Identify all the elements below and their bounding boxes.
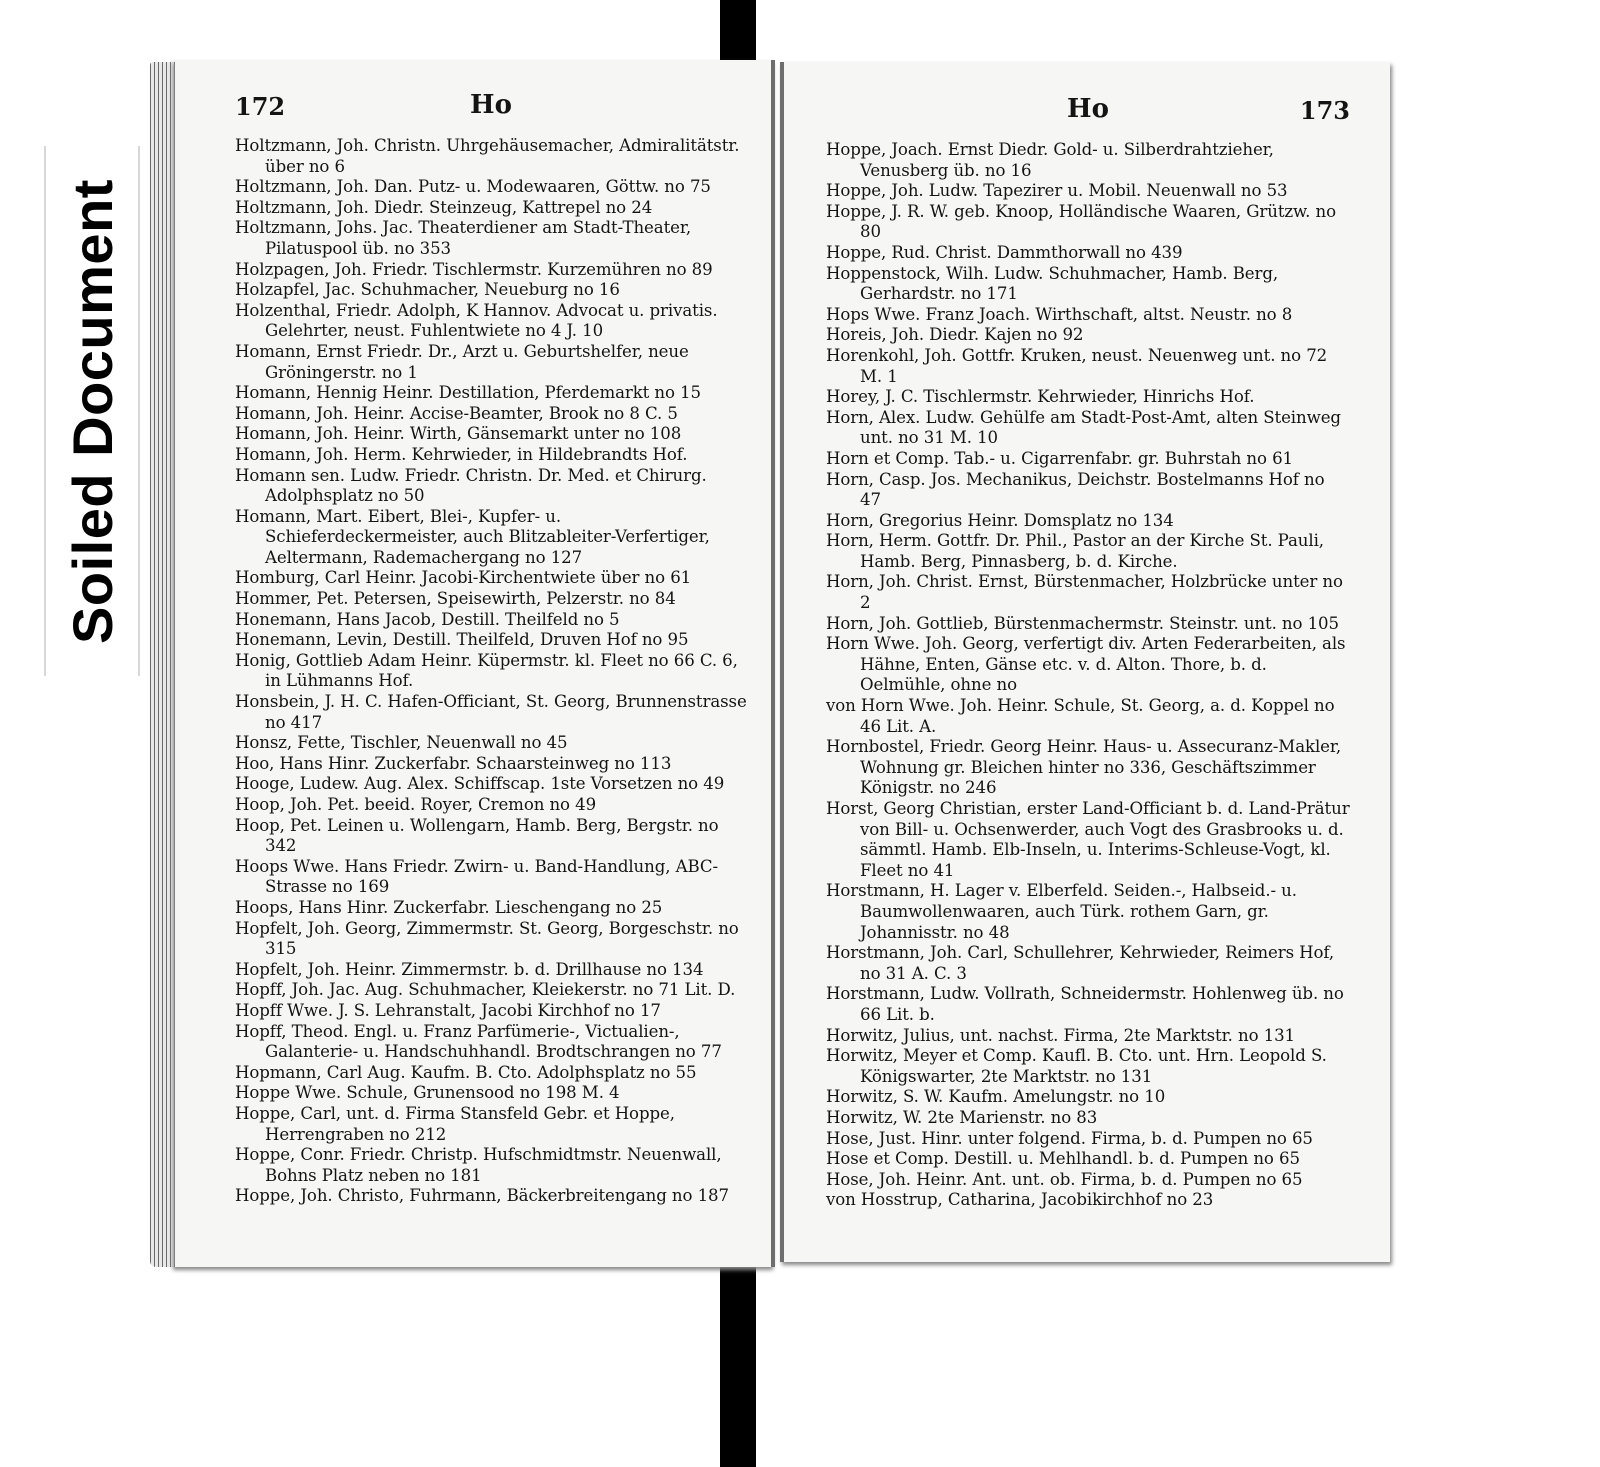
directory-entry: von Horn Wwe. Joh. Heinr. Schule, St. Georg, a. d. Koppel no 46 Lit. A. [826, 696, 1335, 736]
directory-entry: Horn Wwe. Joh. Georg, verfertigt div. Arten Federarbeiten, als Hähne, Enten, Gänse etc. v. d. Alton. Thore, b. d. Oelmühle, ohne no [826, 634, 1346, 695]
directory-entry: Hooge, Ludew. Aug. Alex. Schiffscap. 1ste Vorsetzen no 49 [235, 774, 725, 794]
directory-entry: Hopff Wwe. J. S. Lehranstalt, Jacobi Kirchhof no 17 [235, 1000, 661, 1020]
directory-entry: Holtzmann, Johs. Jac. Theaterdiener am Stadt-Theater, Pilatuspool üb. no 353 [235, 218, 692, 258]
soiled-document-stamp [44, 146, 140, 676]
directory-entry: Hoppe, Carl, unt. d. Firma Stansfeld Gebr. et Hoppe, Herrengraben no 212 [235, 1103, 675, 1144]
directory-entry: Hoppe, J. R. W. geb. Knoop, Holländische Waaren, Grützw. no 80 [826, 201, 1336, 242]
right-running-head [826, 94, 1350, 140]
directory-entry: Homburg, Carl Heinr. Jacobi-Kirchentwiete über no 61 [235, 568, 692, 588]
directory-entry: Honemann, Levin, Destill. Theilfeld, Druven Hof no 95 [235, 630, 689, 650]
directory-entry: Honsz, Fette, Tischler, Neuenwall no 45 [235, 733, 568, 753]
directory-entry: Horstmann, H. Lager v. Elberfeld. Seiden.-, Halbseid.- u. Baumwollenwaaren, auch Türk. rothem Garn, gr. Johannisstr. no 48 [826, 881, 1297, 942]
directory-entry: Hoppe Wwe. Schule, Grunensood no 198 M. 4 [235, 1083, 620, 1103]
directory-entry: Holzpagen, Joh. Friedr. Tischlermstr. Kurzemühren no 89 [235, 259, 713, 279]
directory-entry: Hopfelt, Joh. Georg, Zimmermstr. St. Georg, Borgeschstr. no 315 [235, 918, 739, 959]
stamp-text: Soiled Document [60, 178, 124, 644]
directory-entry: Horn et Comp. Tab.- u. Cigarrenfabr. gr. Buhrstah no 61 [826, 448, 1293, 468]
directory-entry: Homann, Hennig Heinr. Destillation, Pferdemarkt no 15 [235, 383, 701, 403]
directory-entry: Hops Wwe. Franz Joach. Wirthschaft, altst. Neustr. no 8 [826, 304, 1293, 324]
directory-entry: Hoo, Hans Hinr. Zuckerfabr. Schaarsteinweg no 113 [235, 753, 672, 773]
directory-entry: Hoop, Joh. Pet. beeid. Royer, Cremon no 49 [235, 795, 597, 814]
directory-entry: Hose, Just. Hinr. unter folgend. Firma, b. d. Pumpen no 65 [826, 1128, 1313, 1148]
directory-entry: Horeis, Joh. Diedr. Kajen no 92 [826, 325, 1084, 345]
directory-entry: Hommer, Pet. Petersen, Speisewirth, Pelzerstr. no 84 [235, 589, 676, 609]
directory-entry: Hopfelt, Joh. Heinr. Zimmermstr. b. d. Drillhause no 134 [235, 959, 704, 979]
directory-entry: Homann sen. Ludw. Friedr. Christn. Dr. Med. et Chirurg. Adolphsplatz no 50 [235, 465, 707, 506]
directory-entry: Horn, Casp. Jos. Mechanikus, Deichstr. Bostelmanns Hof no 47 [826, 469, 1325, 510]
left-page [175, 60, 775, 1267]
directory-entry: Horn, Joh. Christ. Ernst, Bürstenmacher, Holzbrücke unter no 2 [826, 572, 1343, 613]
directory-entry: Horwitz, W. 2te Marienstr. no 83 [826, 1107, 1098, 1127]
directory-entry: Horn, Alex. Ludw. Gehülfe am Stadt-Post-Amt, alten Steinweg unt. no 31 M. 10 [826, 407, 1341, 448]
directory-entry: Hopff, Joh. Jac. Aug. Schuhmacher, Kleiekerstr. no 71 Lit. D. [235, 980, 736, 1000]
directory-entry: Honsbein, J. H. C. Hafen-Officiant, St. Georg, Brunnenstrasse no 417 [235, 692, 747, 732]
directory-entry: Homann, Mart. Eibert, Blei-, Kupfer- u. Schieferdeckermeister, auch Blitzableiter-Verfertiger, Aeltermann, Rademachergang no 127 [235, 506, 710, 567]
directory-entry: Horwitz, Julius, unt. nachst. Firma, 2te Marktstr. no 131 [826, 1025, 1296, 1045]
right-page-number: 173 [1299, 96, 1350, 125]
directory-entry: Horwitz, S. W. Kaufm. Amelungstr. no 10 [826, 1087, 1166, 1107]
directory-entry: Horstmann, Joh. Carl, Schullehrer, Kehrwieder, Reimers Hof, no 31 A. C. 3 [826, 943, 1335, 983]
binding-tape-bottom [720, 1258, 756, 1467]
directory-entry: Hoppe, Joach. Ernst Diedr. Gold- u. Silberdrahtzieher, Venusberg üb. no 16 [826, 140, 1274, 180]
directory-entry: Horwitz, Meyer et Comp. Kaufl. B. Cto. unt. Hrn. Leopold S. Königswarter, 2te Marktstr. no 131 [826, 1046, 1327, 1086]
left-page-number: 172 [235, 92, 286, 121]
directory-entry: Homann, Joh. Heinr. Wirth, Gänsemarkt unter no 108 [235, 424, 682, 444]
directory-entry: Hoop, Pet. Leinen u. Wollengarn, Hamb. Berg, Bergstr. no 342 [235, 815, 719, 856]
directory-entry: Homann, Ernst Friedr. Dr., Arzt u. Geburtshelfer, neue Gröningerstr. no 1 [235, 341, 689, 382]
directory-entry: Hoops Wwe. Hans Friedr. Zwirn- u. Band-Handlung, ABC-Strasse no 169 [235, 856, 718, 897]
directory-entry: Hose et Comp. Destill. u. Mehlhandl. b. d. Pumpen no 65 [826, 1149, 1300, 1169]
directory-entry: Holtzmann, Joh. Christn. Uhrgehäusemacher, Admiralitätstr. über no 6 [235, 136, 740, 176]
directory-entry: Hopmann, Carl Aug. Kaufm. B. Cto. Adolphsplatz no 55 [235, 1062, 697, 1082]
binding-tape-top [720, 0, 756, 66]
right-entry-list [826, 140, 1350, 1211]
directory-entry: Hopff, Theod. Engl. u. Franz Parfümerie-, Victualien-, Galanterie- u. Handschuhhandl. Brodtschrangen no 77 [235, 1021, 722, 1062]
left-running-head [235, 90, 747, 136]
directory-entry: Homann, Joh. Heinr. Accise-Beamter, Brook no 8 C. 5 [235, 403, 678, 423]
directory-entry: Homann, Joh. Herm. Kehrwieder, in Hildebrandts Hof. [235, 444, 688, 464]
directory-entry: Horenkohl, Joh. Gottfr. Kruken, neust. Neuenweg unt. no 72 M. 1 [826, 345, 1328, 386]
directory-entry: Holtzmann, Joh. Diedr. Steinzeug, Kattrepel no 24 [235, 197, 653, 217]
directory-entry: Horn, Gregorius Heinr. Domsplatz no 134 [826, 510, 1174, 530]
directory-entry: Hoops, Hans Hinr. Zuckerfabr. Lieschengang no 25 [235, 897, 663, 917]
left-entry-list [235, 136, 747, 1207]
directory-entry: Holzapfel, Jac. Schuhmacher, Neueburg no 16 [235, 280, 620, 300]
directory-entry: Hornbostel, Friedr. Georg Heinr. Haus- u. Assecuranz-Makler, Wohnung gr. Bleichen hinter no 336, Geschäftszimmer Königstr. no 246 [826, 737, 1342, 798]
directory-entry: Horstmann, Ludw. Vollrath, Schneidermstr. Hohlenweg üb. no 66 Lit. b. [826, 984, 1344, 1024]
directory-entry: von Hosstrup, Catharina, Jacobikirchhof no 23 [826, 1190, 1214, 1210]
directory-entry: Hoppe, Joh. Christo, Fuhrmann, Bäckerbreitengang no 187 [235, 1186, 729, 1206]
directory-entry: Hoppe, Joh. Ludw. Tapezirer u. Mobil. Neuenwall no 53 [826, 181, 1288, 201]
directory-entry: Hoppe, Conr. Friedr. Christp. Hufschmidtmstr. Neuenwall, Bohns Platz neben no 181 [235, 1145, 722, 1185]
left-running-title: Ho [470, 90, 512, 120]
directory-entry: Horn, Joh. Gottlieb, Bürstenmachermstr. Steinstr. unt. no 105 [826, 613, 1339, 633]
directory-entry: Hose, Joh. Heinr. Ant. unt. ob. Firma, b. d. Pumpen no 65 [826, 1169, 1303, 1189]
directory-entry: Horst, Georg Christian, erster Land-Officiant b. d. Land-Prätur von Bill- u. Ochsenwerder, auch Vogt des Grasbrooks u. d. sämmtl. Hamb. Elb-Inseln, u. Interims-Schleuse-Vogt, kl. Fleet no 41 [826, 799, 1350, 880]
directory-entry: Horey, J. C. Tischlermstr. Kehrwieder, Hinrichs Hof. [826, 387, 1255, 407]
directory-entry: Hoppenstock, Wilh. Ludw. Schuhmacher, Hamb. Berg, Gerhardstr. no 171 [826, 263, 1279, 304]
directory-entry: Horn, Herm. Gottfr. Dr. Phil., Pastor an der Kirche St. Pauli, Hamb. Berg, Pinnasberg, b. d. Kirche. [826, 531, 1324, 571]
directory-entry: Holzenthal, Friedr. Adolph, K Hannov. Advocat u. privatis. Gelehrter, neust. Fuhlentwiete no 4 J. 10 [235, 300, 718, 341]
directory-entry: Honig, Gottlieb Adam Heinr. Küpermstr. kl. Fleet no 66 C. 6, in Lühmanns Hof. [235, 650, 738, 691]
directory-entry: Hoppe, Rud. Christ. Dammthorwall no 439 [826, 242, 1183, 262]
right-running-title: Ho [1067, 94, 1109, 124]
right-page [780, 62, 1390, 1262]
directory-entry: Holtzmann, Joh. Dan. Putz- u. Modewaaren, Göttw. no 75 [235, 177, 711, 197]
directory-entry: Honemann, Hans Jacob, Destill. Theilfeld no 5 [235, 609, 620, 629]
